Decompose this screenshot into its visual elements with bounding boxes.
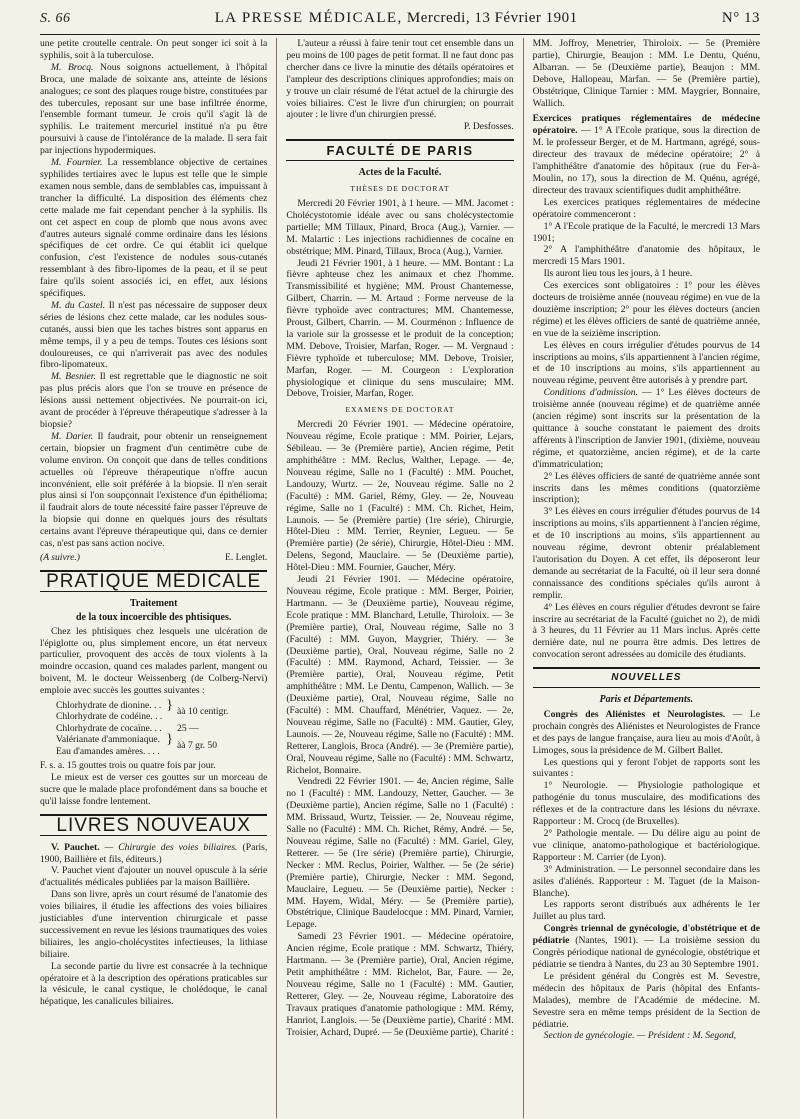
signature-line [40,552,267,564]
rx-item: Chlorhydrate de cocaïne. . . [56,722,162,734]
speech: Nous soignons actuellement, à l'hôpital Broca, une malade de soixante ans, atteinte de lésions analogues; ce sont des plaques rouge bistre, constituées par des tubercules, reposant sur une base infiltrée énorme, l'ensemble formant tumeur. Je crois qu'il s'agit là de syphilis. Le traitement mercuriel institué n'a pu être poursuivi à cause de l'intolérance de la malade. Il sera fait par injections hypodermiques. [40,61,268,157]
book-author: V. Pauchet. [51,841,100,853]
book-publisher: (Paris, 1900, Baillière et fils, éditeurs.) [40,841,268,865]
paragraph: Les questions qui y feront l'objet de rapports sont les suivantes : [532,756,760,780]
paragraph: 2° Pathologie mentale. — Du délire aigu au point de vue clinique, anatomo-pathologique et bactériologique. Rapporteur : M. Carrier (de Lyon). [532,828,760,863]
paragraph: Jeudi 21 Février 1901. — Médecine opératoire, Nouveau régime, Ecole pratique : MM. Berger, Poirier, Hartmann. — 3e (Deuxième partie), Nouveau régime, Ecole pratique : MM. Blanchard, Letulle, Thiroloix. — 3e (Première partie), Oral, Nouveau régime, Salle no 3 (Faculté) : MM. Guyon, Maygrier, Thiéry. — 3e (Deuxième partie), Oral, Nouveau régime, Salle no 2 (Faculté) : MM. Raymond, Achard, Teissier. — 3e (Première partie), Oral, Nouveau régime, Petit amphithéâtre : MM. Le Dentu, Campenon, Wallich. — 3e (Deuxième partie), Oral, Nouveau régime, Salle no (Faculté) : MM. Chauffard, Ménétrier, Vaquez. — 2e, Nouveau régime, Salle no (Faculté) : MM. Gautier, Gley, Launois. — 2e, Nouveau régime, Salle no (Faculté) : MM. Retterer, Langlois, Broca (André). — 3e (Première partie), Oral, Nouveau régime, Salle no (Faculté) : MM. Schwartz, Richelot, Bonnaire. [286,574,514,776]
paragraph: 2° A l'amphithéâtre d'anatomie des hôpitaux, le mercredi 15 Mars 1901. [532,244,760,268]
paragraph: L'auteur a réussi à faire tenir tout cet ensemble dans un peu moins de 100 pages de petit format. Il ne faut donc pas chercher dans ce livre la minutie des détails opératoires et l'ampleur des descriptions cliniques approfondies; mais on y trouve un clair résumé de l'état actuel de la chirurgie des voies biliaires. C'est le livre d'un chirurgien; on pourrait ajouter : le livre d'un chirurgien pressé. [286,38,514,121]
item-text: — 1° A l'Ecole pratique, sous la direction de M. le professeur Berger, et de M. Hartmann, agrégé, sous-directeur des travaux de médecine opératoire; 2° à l'amphithéâtre d'anatomie des hôpitaux (rue du Fer-à-Moulin, no 17), sous la direction de M. Quénu, agrégé, directeur des travaux scientifiques dudit amphithéâtre. [532,125,760,196]
article-title: Traitement [129,597,178,609]
paragraph: Samedi 23 Février 1901. — Médecine opératoire, Ancien régime, Ecole pratique : MM. Schwartz, Thiéry, Hartmann. — 3e (Première partie), Oral, Ancien régime, Petit amphithéâtre : MM. Richelot, Bar, Faure. — 2e, Nouveau régime, Salle no 1 (Faculté) : MM. Gautier, Retterer, Gley. — 2e, Nouveau régime, Laboratoire des Travaux pratiques d'anatomie pathologique : MM. Rémy, Hanriot, Langlois. — 5e (Deuxième partie), Charité : MM. Troisier, Achard, Dupré. — 5e (Deuxième partie), Charité : [286,931,514,1038]
item-text: — 1° Les élèves docteurs de troisième année (nouveau régime) et de quatrième année (ancien régime) sont inscrits sur la présentation de la quittance à souche constatant le paiement des droits afférents à l'inscription de Janvier 1901, (dixième, nouveau régime, et quatorzième, ancien régime), et de la carte d'immatriculation; [532,387,760,470]
subsection-label: THÈSES DE DOCTORAT [350,184,450,194]
paragraph [40,431,267,550]
paragraph: V. Pauchet vient d'ajouter un nouvel opuscule à la série d'actualités médicales publiées par la maison Baillière. [40,865,268,889]
paragraph: Ces exercices sont obligatoires : 1° pour les élèves docteurs de troisième année (nouveau régime) en vue de la douzième inscription; 2° pour les élèves docteurs (ancien régime) et les élèves officiers de santé de quatrième année, en vue de la seizième inscription. [532,280,760,339]
rx-dose: 25 — [177,722,199,734]
paragraph: Les rapports seront distribués aux adhérents le 1er Juillet au plus tard. [532,899,760,923]
page-number: S. 66 [40,11,71,26]
speaker: M. Fournier. [51,157,103,169]
book-title: — Chirurgie des voies biliaires. [99,841,238,853]
rx-item: Chlorhydrate de dionine. . . [56,700,162,712]
article-subtitle: de la toux incoercible des phtisiques. [75,611,232,623]
section-heading: NOUVELLES [533,667,760,688]
speech: Il faudrait, pour obtenir un renseignement certain, biopsier un fragment d'un centimètre cube de volume environ. On conçoit que dans de telles conditions actuelles où l'épreuve thérapeutique n'offre aucun inconvénient, elle soit préférée à la biopsie. Il n'en serait plus ainsi si l'on soupçonnait l'existence d'un épithélioma; il faudrait alors de toute nécessité faire passer l'épreuve de la biopsie qui donne en quelques jours des résultats certains avant l'épreuve thérapeutique qui, dans ce dernier cas, n'est pas sans action nocive. [40,430,268,550]
paragraph [533,709,760,757]
subsection-label: EXAMENS DE DOCTORAT [345,405,455,415]
masthead [215,10,578,27]
paragraph: Section de gynécologie. — Président : M. Segond, [543,1030,737,1042]
brace: } [166,732,174,748]
issue-number: N° 13 [721,10,760,26]
speaker: M. Brocq. [51,61,94,73]
paragraph: Chez les phtisiques chez lesquels une ulcération de l'épiglotte ou, plus simplement encore, un état nerveux particulier, provoquent des accès de toux violents à la moindre occasion, quand ces malades parlent, mangent ou boivent, M. le docteur Weissenberg (de Colberg-Nervi) emploie avec succès les gouttes suivantes : [40,625,268,697]
paragraph: Les élèves en cours irrégulier d'études pourvus de 14 inscriptions au moins, s'ils appartiennent à l'ancien régime, et de 10 inscriptions au moins, s'ils appartiennent au nouveau régime, peuvent être autorisés à y prendre part. [532,339,760,387]
brace: } [166,698,174,714]
item-title: Exercices pratiques réglementaires de médecine opératoire. [532,113,760,137]
page-header [40,10,760,32]
paragraph: 1° Neurologie. — Physiologie pathologique et pathogénie du tonus musculaire, des modifications des réflexes et de la contracture dans les lésions du névraxe. Rapporteur : M. Crocq (de Bruxelles). [532,780,760,828]
item-title: Conditions d'admission. [543,387,638,399]
paragraph: Ils auront lieu tous les jours, à 1 heure. [543,268,693,280]
paragraph: MM. Joffroy, Menetrier, Thiroloix. — 5e (Première partie), Chirurgie, Beaujon : MM. Le Dentu, Quénu, Albarran. — 5e (Deuxième partie), Beaujon : MM. Debove, Hallopeau, Marfan. — 5e (Première partie), Obstétrique, Clinique Tarnier : MM. Maygrier, Bonnaire, Wallich. [532,38,760,109]
item-title: Congrès triennal de gynécologie, d'obstétrique et de pédiatrie [532,923,760,947]
header-rule [40,34,760,35]
issue-date: Mercredi, 13 Février 1901 [406,10,578,26]
speech: Il n'est pas nécessaire de supposer deux séries de lésions chez cette malade, car les nodules sous-cutanés, aussi bien que les taches bistres sont apparus en même temps, il y a peu de temps. Toutes ces lésions sont douloureuses, ce qui n'arriverait pas avec des nodules fibro-lipomateux. [40,299,268,371]
paragraph [533,923,760,971]
paragraph: Dans son livre, après un court résumé de l'anatomie des voies biliaires, il étudie les affections des voies biliaires justiciables d'une intervention chirurgicale et passe successivement en revue les lésions traumatiques des voies biliaires, les angio-cholécystites infectieuses, la lithiase biliaire. [40,889,268,960]
rx-item: Chlorhydrate de codéine. . . [56,711,163,723]
paragraph: 3° Les élèves en cours irrégulier d'études pourvus de 14 inscriptions au moins, s'ils appartiennent à l'ancien régime, et de 10 inscriptions au moins, s'ils appartiennent au nouveau régime, devront obtenir préalablement l'autorisation du Doyen. A cet effet, ils déposeront leur demande au secrétariat de la Faculté, où il leur sera donné connaissance des conditions spéciales qu'ils auront à remplir. [532,506,760,601]
rx-item: Eau d'amandes amères. . . . [56,745,160,757]
paragraph [533,387,760,470]
prescription [54,700,230,757]
paragraph [533,113,760,196]
paragraph: Le président général du Congrès est M. Sevestre, médecin des hôpitaux de Paris (hôpital des Enfants-Malades), membre de l'Académie de médecine. M. Sevestre sera en même temps président de la Section de pédiatrie. [532,970,760,1030]
paragraph: Vendredi 22 Février 1901. — 4e, Ancien régime, Salle no 1 (Faculté) : MM. Landouzy, Netter, Gaucher. — 3e (Deuxième partie), Ancien régime, Salle no 1 (Faculté) : MM. Brissaud, Wurtz, Teissier. — 2e, Nouveau régime, Salle no (Faculté) : MM. Ch. Richet, Rémy, André. — 5e, Nouveau régime, Salle no (Faculté) : MM. Gariel, Gley, Retterer. — 5e (1re série) (Première partie), Chirurgie, Necker : MM. Reclus, Poirier, Walther. — 5e (2e série) (Première partie), Chirurgie, Necker : MM. Segond, Mauclaire, Legueu. — 5e (Deuxième partie), Necker : MM. Hayem, Widal, Méry. — 5e (Première partie), Obstétrique, Clinique Baudelocque : MM. Pinard, Varnier, Lepage. [286,776,514,931]
to-be-continued: (A suivre.) [40,551,80,563]
paragraph [40,842,267,866]
section-heading: PRATIQUE MÉDICALE [40,570,267,592]
speaker: M. Besnier. [51,371,96,383]
subsection-title: Paris et Départements. [599,694,694,706]
section-heading: FACULTÉ DE PARIS [286,139,513,161]
section-heading: LIVRES NOUVEAUX [40,814,267,836]
paragraph [40,300,267,371]
column-3 [524,38,760,1118]
paragraph [40,157,267,300]
paragraph [40,371,267,431]
paragraph: Le mieux est de verser ces gouttes sur un morceau de sucre que le malade place profondément dans sa bouche et qu'il laisse fondre lentement. [40,771,268,807]
author: P. Desfosses. [463,121,514,133]
author: E. Lenglet. [224,551,268,563]
paragraph: 2° Les élèves officiers de santé de quatrième année sont inscrits dans les mêmes conditions (quatorzième inscription); [532,470,760,506]
paragraph: Les exercices pratiques réglementaires de médecine opératoire commenceront : [532,196,760,220]
paragraph: Mercredi 20 Février 1901, à 1 heure. — MM. Jacomet : Cholécystotomie idéale avec ou sans cholécystectomie partielle; MM Tillaux, Pinard, Broca (Aug.), Varnier. — M. Malartic : Les injections rachidiennes de cocaïne en obstétrique; MM. Pinard, Tillaux, Broca (Aug.), Varnier. [286,197,514,257]
item-text: — Le prochain congrès des Aliénistes et Neurologistes de France et des pays de langue française, aura lieu au mois d'Août, à Limoges, sous la présidence de M. Gilbert Ballet. [532,708,760,756]
speaker: M. du Castel. [51,299,106,311]
rx-item: Valérianate d'ammoniaque. [56,734,161,746]
item-title: Congrès des Aliénistes et Neurologistes. [543,708,726,720]
speech: La ressemblance objective de certaines syphilides tertiaires avec le lupus est telle que le simple examen nous semble, dans de semblables cas, impuissant à trancher la difficulté. La disposition des éléments chez cette malade me fait cependant pencher à la syphilis. Ils ont cet aspect en coup de plomb que nous avons avec d'autres auteurs signalé comme ordinaire dans les lésions spécifiques de cet ordre. Ce qui établit ici quelque confusion, c'est l'existence de nodules sous-cutanés ressemblant à des fibro-lipomes de la peau, et il se peut faire qu'ils soient associés ici, en effet, aux lésions spécifiques. [40,157,268,300]
speaker: M. Darier. [51,430,94,442]
rx-dose: àà 7 gr. 50 [177,739,217,751]
paragraph: 1° A l'Ecole pratique de la Faculté, le mercredi 13 Mars 1901; [532,220,760,244]
rx-dose: àà 10 centigr. [177,705,229,717]
paragraph: une petite croutelle centrale. On peut songer ici soit à la syphilis, soit à la tuberculose. [40,38,268,61]
item-text: (Nantes, 1901). — La troisième session du Congrès périodique national de gynécologie, obstétrique et pédiatrie se tiendra à Nantes, du 23 au 30 Septembre 1901. [532,935,760,970]
paragraph: 4° Les élèves en cours régulier d'études devront se faire inscrire au secrétariat de la Faculté (guichet no 2), de midi à 3 heures, du 11 Février au 11 Mars inclus. Après cette dernière date, nul ne pourra être admis. Des lettres de convocation seront adressées au domicile des étudiants. [532,601,760,661]
speech: Il est regrettable que le diagnostic ne soit pas plus précis alors que l'on se trouve en présence de lésions aussi nettement objectivées. Ne pourrait-on ici, avant de procéder à l'épreuve thérapeutique s'adresser à la biopsie? [40,371,268,430]
paragraph [40,62,267,157]
journal-title: LA PRESSE MÉDICALE, [214,10,403,26]
paragraph: La seconde partie du livre est consacrée à la technique opératoire et à la description des opérations praticables sur la vésicule, le canal cystique, le cholédoque, le canal hépatique, les canalicules biliaires. [40,960,268,1008]
subsection-title: Actes de la Faculté. [358,167,442,179]
paragraph: 3° Administration. — Le personnel secondaire dans les asiles d'aliénés. Rapporteur : M. Taguet (de la Maison-Blanche). [532,863,760,899]
paragraph: F. s. a. 15 gouttes trois ou quatre fois par jour. [40,760,216,772]
column-1 [40,38,277,1118]
column-2 [277,38,523,1118]
paragraph: Jeudi 21 Février 1901, à 1 heure. — MM. Bontant : La fièvre aphteuse chez les animaux et chez l'homme. Transmissibilité et hygiène; MM. Proust Chantemesse, Gilbert, Charrin. — M. Artaud : Forme nerveuse de la fièvre typhoïde avec contractures; MM. Chantemesse, Proust, Gilbert, Charrin. — M. Courménon : Influence de la variole sur la grossesse et le produit de la conception; MM. Debove, Troisier, Marfan, Roger. — M. Vergnaud : Fièvre typhoïde et tuberculose; MM. Debove, Troisier, Marfan, Roger. — M. Courgeon : L'exploration physiologique et clinique du sens musculaire; MM. Debove, Troisier, Marfan, Roger. [286,257,514,400]
columns [40,38,760,1118]
paragraph: Mercredi 20 Février 1901. — Médecine opératoire, Nouveau régime, Ecole pratique : MM. Poirier, Lejars, Sébileau. — 3e (Première partie), Ancien régime, Petit amphithéâtre : MM. Reclus, Walther, Lepage. — 4e, Nouveau régime, Salle no 1 (Faculté) : MM. Pouchet, Landouzy, Wurtz. — 2e, Nouveau régime. Salle no 2 (Faculté) : MM. Gariel, Rémy, Gley. — 2e, Nouveau régime, Salle no 1 (Faculté) : MM. Ch. Richet, Heim, Launois. — 5e (Première partie) (1re série), Chirurgie, Hôtel-Dieu : MM. Terrier, Reynier, Legueu. — 5e (Première partie) (2e série), Chirurgie, Hôtel-Dieu : MM. Delens, Segond, Mauclaire. — 5e (Deuxième partie), Hôtel-Dieu : MM. Fournier, Gaucher, Méry. [286,419,514,574]
